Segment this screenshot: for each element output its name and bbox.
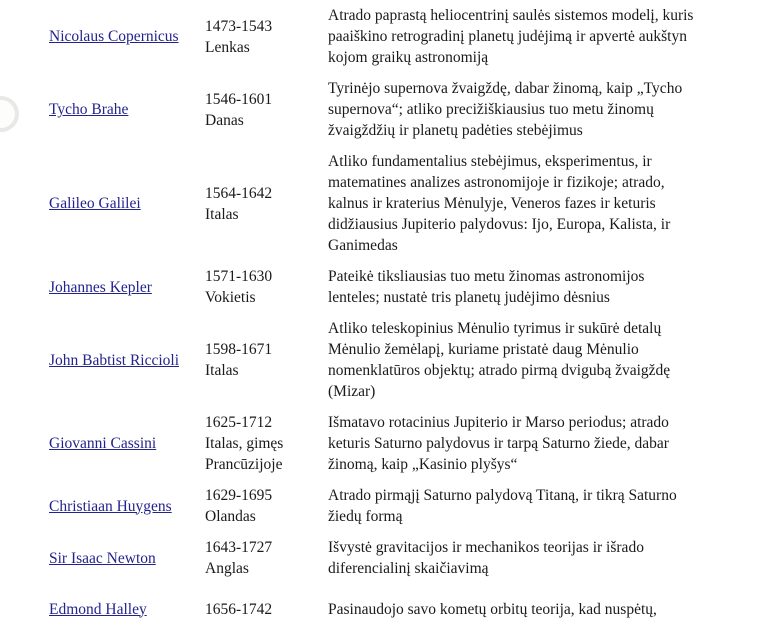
table-row — [49, 146, 697, 261]
nationality-value: Vokietis — [205, 289, 256, 306]
astronomer-link[interactable]: Tycho Brahe — [49, 101, 129, 118]
nationality-value: Olandas — [205, 508, 256, 525]
years-value: 1571-1630 — [205, 268, 273, 285]
table-row — [49, 313, 697, 407]
nationality-value: Lenkas — [205, 38, 250, 56]
description-cell: Pasinaudojo savo kometų orbitų teorija, kad nuspėtų, — [328, 600, 657, 618]
table-row — [49, 73, 697, 146]
description-cell: Išvystė gravitacijos ir mechanikos teorijas ir išrado diferencialinį skaičiavimą — [328, 539, 644, 577]
astronomer-link[interactable]: Nicolaus Copernicus — [49, 28, 179, 45]
years-value: 1546-1601 — [205, 90, 273, 108]
astronomer-link[interactable]: Galileo Galilei — [49, 195, 141, 212]
astronomer-link[interactable]: Edmond Halley — [49, 600, 147, 618]
table-row — [49, 0, 697, 73]
table-row — [49, 584, 697, 634]
edge-floating-button[interactable] — [0, 96, 19, 132]
table-row — [49, 407, 697, 480]
table-row — [49, 261, 697, 313]
nationality-value: Anglas — [205, 560, 249, 577]
description-cell: Atrado pirmąjį Saturno palydovą Titaną, ir tikrą Saturno žiedų formą — [328, 487, 677, 525]
table-row — [49, 532, 697, 584]
years-value: 1564-1642 — [205, 184, 273, 202]
years-value: 1643-1727 — [205, 539, 273, 556]
astronomer-link[interactable]: Johannes Kepler — [49, 278, 152, 296]
nationality-value: Italas, gimęs Prancūzijoje — [205, 435, 284, 473]
years-value: 1598-1671 — [205, 341, 273, 358]
astronomers-table — [49, 0, 697, 634]
table-row — [49, 480, 697, 532]
years-value: 1473-1543 — [205, 17, 273, 35]
astronomer-link[interactable]: Sir Isaac Newton — [49, 549, 156, 567]
description-cell: Atliko fundamentalius stebėjimus, eksperimentus, ir matematines analizes astronomijoje ir fizikoje; atrado, kalnus ir kraterius Mėnulyje, Veneros fazes ir keturis didžiausius Jupiterio palydovus: Ijo, Europa, Kalista, ir Ganimedas — [328, 153, 671, 254]
description-cell: Atrado paprastą heliocentrinį saulės sistemos modelį, kuris paaiškino retrogradinį planetų judėjimą ir apvertė aukštyn kojom graikų astronomiją — [328, 7, 694, 66]
years-value: 1625-1712 — [205, 414, 273, 431]
years-value: 1656-1742 — [205, 600, 273, 618]
nationality-value: Italas — [205, 362, 239, 379]
nationality-value: Danas — [205, 111, 244, 129]
description-cell: Pateikė tiksliausias tuo metu žinomas astronomijos lenteles; nustatė tris planetų judėjimo dėsnius — [328, 268, 645, 306]
astronomer-link[interactable]: Giovanni Cassini — [49, 435, 157, 452]
astronomer-link[interactable]: John Babtist Riccioli — [49, 351, 180, 369]
description-cell: Išmatavo rotacinius Jupiterio ir Marso periodus; atrado keturis Saturno palydovus ir tarpą Saturno žiede, dabar žinomą, kaip „Kasinio plyšys“ — [328, 414, 669, 473]
astronomer-link[interactable]: Christiaan Huygens — [49, 497, 172, 515]
description-cell: Tyrinėjo supernova žvaigždę, dabar žinomą, kaip „Tycho supernova“; atliko precižiškiausius tuo metu žinomų žvaigždžių ir planetų padėties stebėjimus — [328, 80, 683, 139]
nationality-value: Italas — [205, 205, 239, 223]
description-cell: Atliko teleskopinius Mėnulio tyrimus ir sukūrė detalų Mėnulio žemėlapį, kuriame pristatė daug Mėnulio nomenklatūros objektų; atrado pirmą dvigubą žvaigždę (Mizar) — [328, 320, 671, 400]
years-value: 1629-1695 — [205, 487, 273, 504]
